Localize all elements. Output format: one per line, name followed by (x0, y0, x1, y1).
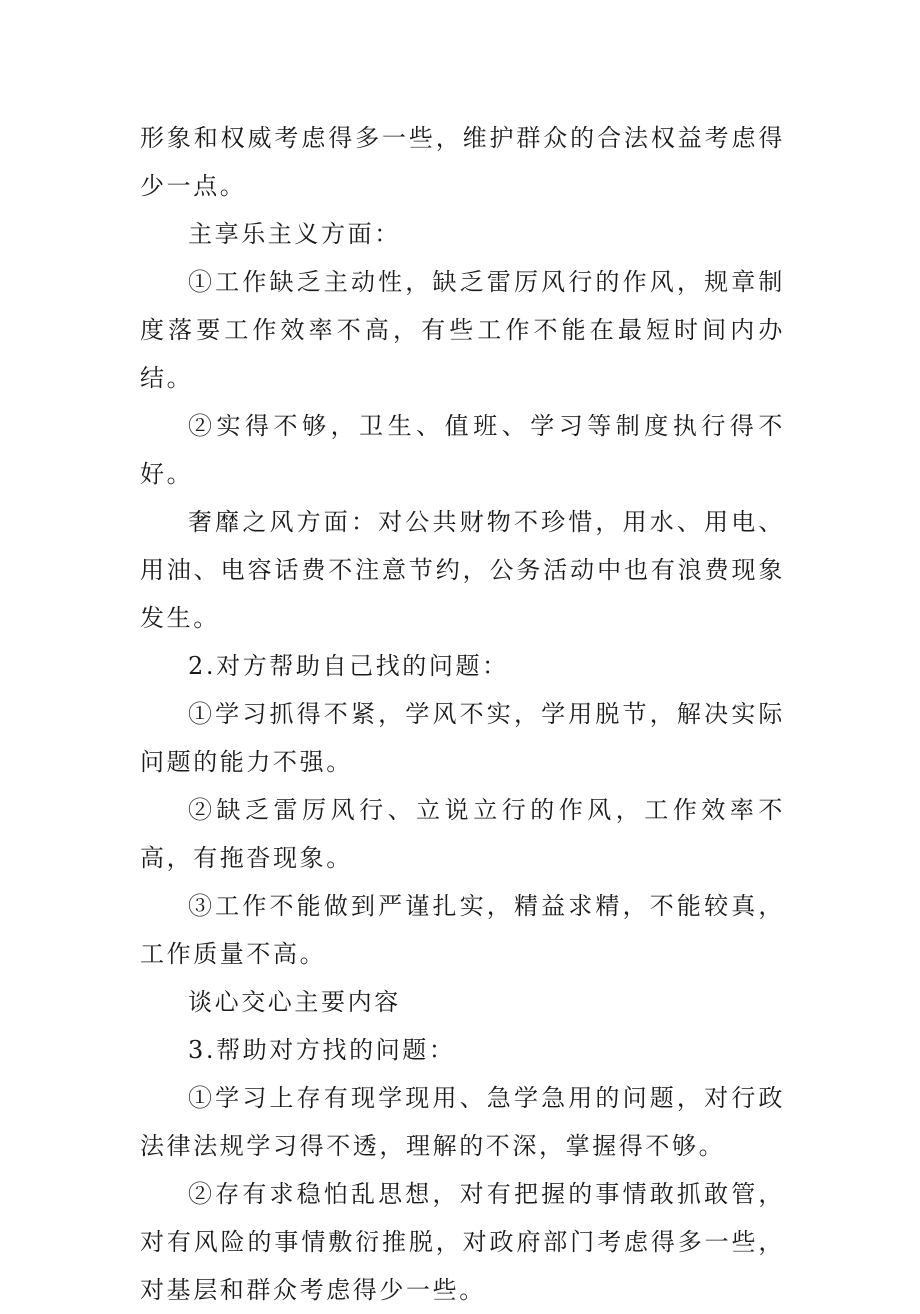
paragraph-7: ①学习抓得不紧，学风不实，学用脱节，解决实际问题的能力不强。 (140, 700, 785, 776)
paragraph-1: 形象和权威考虑得多一些，维护群众的合法权益考虑得少一点。 (140, 124, 785, 200)
paragraph-12: ①学习上存有现学现用、急学急用的问题，对行政法律法规学习得不透，理解的不深，掌握得不够。 (140, 1084, 785, 1160)
paragraph-8: ②缺乏雷厉风行、立说立行的作风，工作效率不高，有拖沓现象。 (140, 796, 785, 872)
paragraph-10: 谈心交心主要内容 (188, 988, 401, 1016)
paragraph-6: 2.对方帮助自己找的问题： (188, 652, 509, 680)
document-body (140, 114, 785, 1314)
paragraph-3: ①工作缺乏主动性，缺乏雷厉风行的作风，规章制度落要工作效率不高，有些工作不能在最短时间内办结。 (140, 268, 785, 392)
paragraph-9: ③工作不能做到严谨扎实，精益求精，不能较真，工作质量不高。 (140, 892, 785, 968)
paragraph-11: 3.帮助对方找的问题： (188, 1036, 456, 1064)
paragraph-13: ②存有求稳怕乱思想，对有把握的事情敢抓敢管，对有风险的事情敷衍推脱，对政府部门考虑得多一些，对基层和群众考虑得少一些。 (140, 1180, 785, 1304)
paragraph-4: ②实得不够，卫生、值班、学习等制度执行得不好。 (140, 412, 785, 488)
paragraph-2: 主享乐主义方面： (188, 220, 401, 248)
paragraph-5: 奢靡之风方面：对公共财物不珍惜，用水、用电、用油、电容话费不注意节约，公务活动中也有浪费现象发生。 (140, 508, 785, 632)
